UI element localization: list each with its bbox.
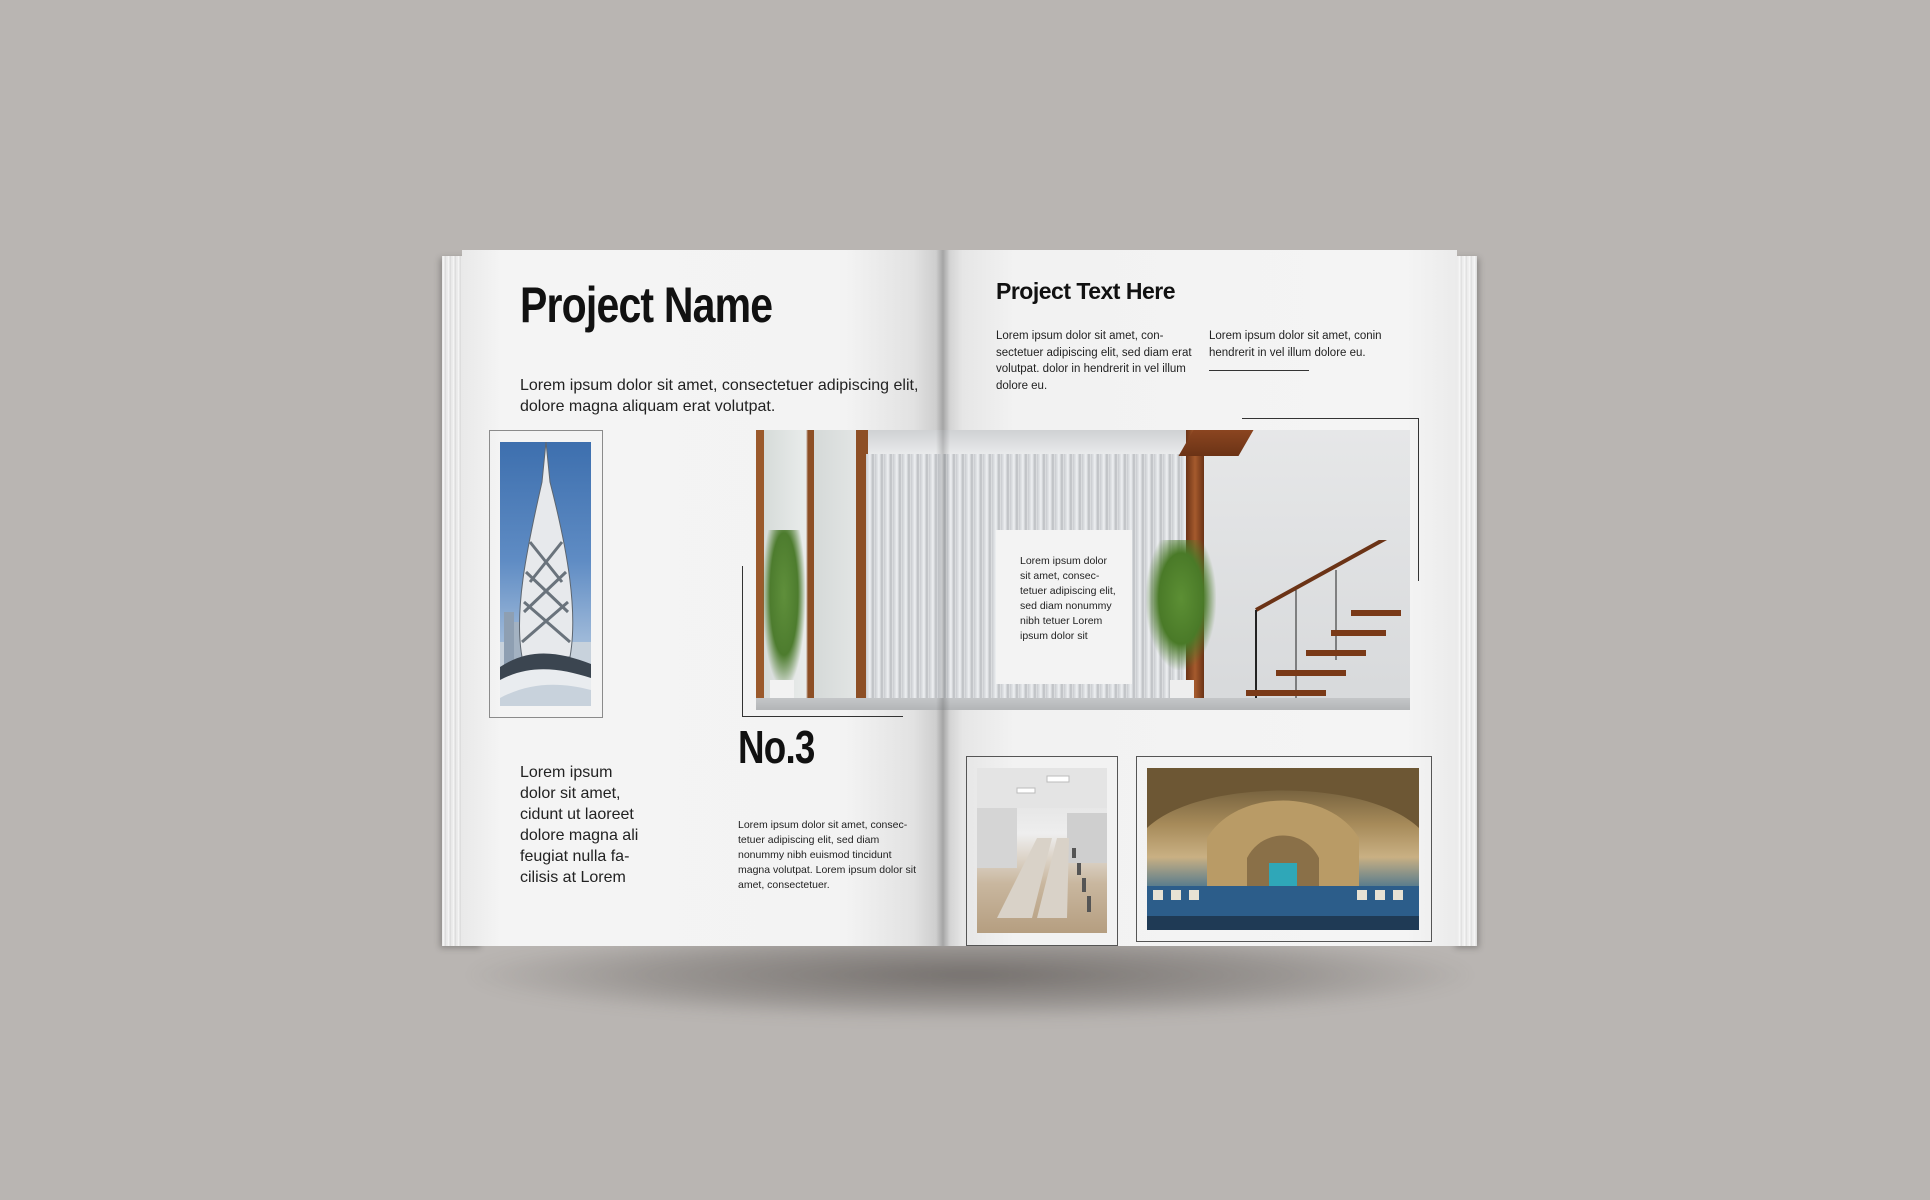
classroom-illustration [977, 768, 1107, 933]
issue-number: No.3 [738, 721, 815, 773]
right-heading: Project Text Here [996, 278, 1175, 304]
interior-plant-left [762, 530, 806, 690]
classroom-photo [977, 768, 1107, 933]
decorative-bracket-right [1242, 418, 1419, 581]
bathhouse-photo [1147, 768, 1419, 930]
interior-floor [756, 698, 1410, 710]
overlay-text-card [996, 530, 1132, 684]
intro-paragraph: Lorem ipsum dolor sit amet, consectetuer adipiscing elit, dolore magna aliquam erat volutpat. [520, 377, 919, 415]
side-paragraph: Lorem ipsum dolor sit amet, cidunt ut laoreet dolore magna ali feugiat nulla fa-cilisis at Lorem [520, 764, 639, 886]
caption-paragraph: Lorem ipsum dolor sit amet, consec-tetuer adipiscing elit, sed diam nonummy nibh euismod tincidunt magna volutpat. Lorem ipsum dolor sit amet, consectetuer. [738, 819, 917, 891]
interior-plant-right [1146, 540, 1216, 670]
tower-illustration [500, 442, 591, 706]
bathhouse-illustration [1147, 768, 1419, 930]
right-rule-line [1209, 370, 1309, 371]
tower-photo [500, 442, 591, 706]
book-spine-shadow [936, 250, 950, 946]
right-column-2: Lorem ipsum dolor sit amet, conin hendrerit in vel illum dolore eu. [1209, 330, 1382, 359]
overlay-text: Lorem ipsum dolor sit amet, consec-tetuer adipiscing elit, sed diam nonummy nibh tetuer Lorem ipsum dolor sit [1020, 555, 1116, 642]
open-magazine [442, 250, 1477, 948]
right-column-1: Lorem ipsum dolor sit amet, con-sectetuer adipiscing elit, sed diam erat volutpat. dolor in hendrerit in vel illum dolore eu. [996, 330, 1192, 392]
project-title: Project Name [520, 277, 773, 333]
